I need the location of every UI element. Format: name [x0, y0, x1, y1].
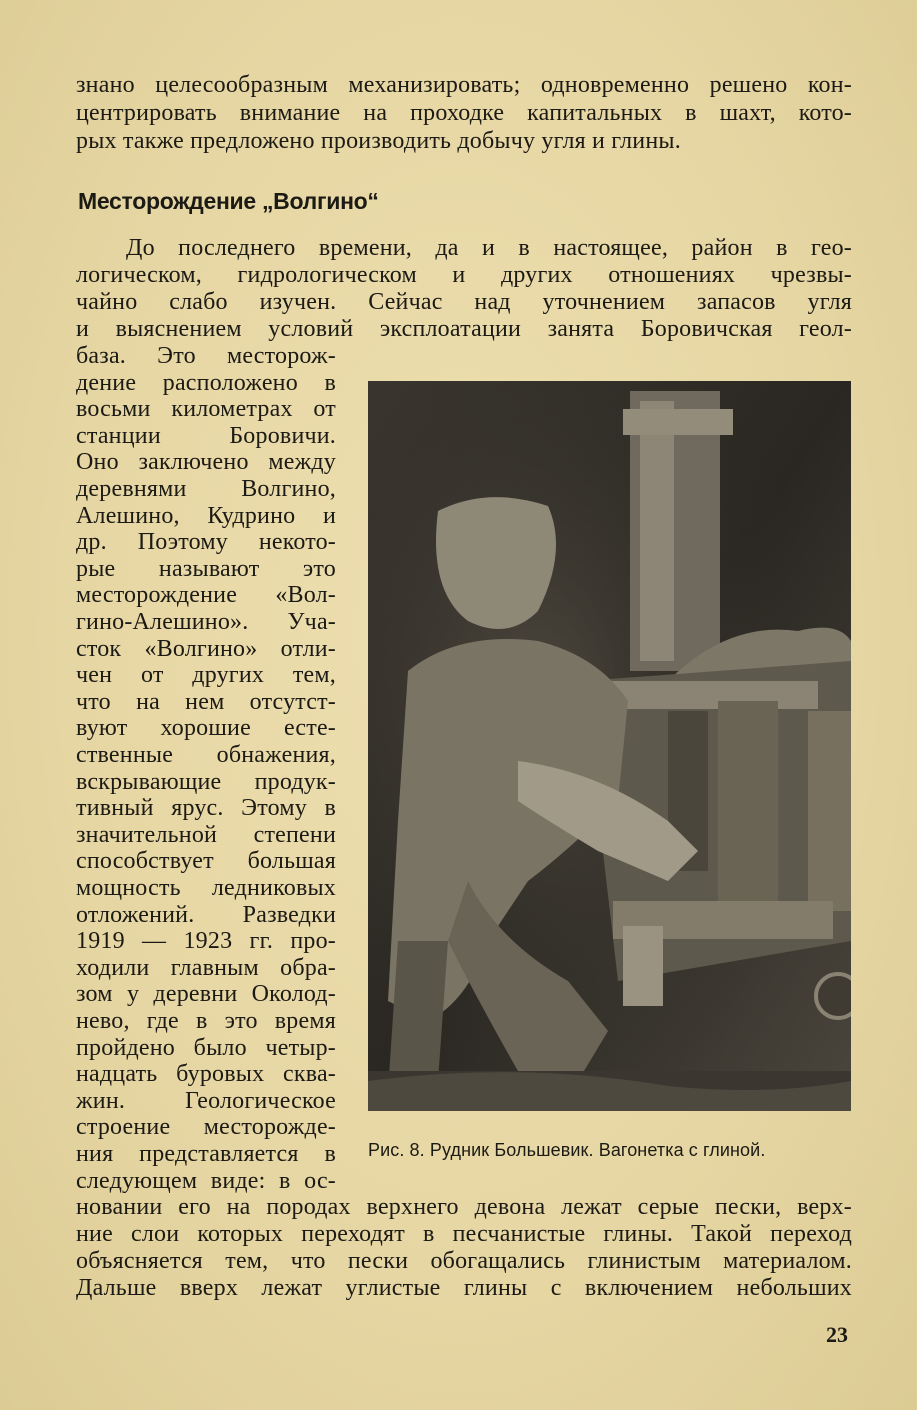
text-line: центрировать внимание на проходке капитальных в шахт, кото-: [76, 100, 852, 126]
text-line: др. Поэтому некото-: [76, 529, 336, 555]
text-line: следующем виде: в ос-: [76, 1168, 336, 1194]
text-line: гино-Алешино». Уча-: [76, 609, 336, 635]
text-line: база. Это месторож-: [76, 343, 336, 369]
text-line: способствует большая: [76, 848, 336, 874]
text-line: зом у деревни Околод-: [76, 981, 336, 1007]
text-line: вскрывающие продук-: [76, 769, 336, 795]
text-line: строение месторожде-: [76, 1114, 336, 1140]
text-line: ния представляется в: [76, 1141, 336, 1167]
text-line: вуют хорошие есте-: [76, 715, 336, 741]
text-line: ходили главным обра-: [76, 955, 336, 981]
text-line: чайно слабо изучен. Сейчас над уточнением запасов угля: [76, 289, 852, 315]
text-line: восьми километрах от: [76, 396, 336, 422]
text-line: ние слои которых переходят в песчанистые глины. Такой переход: [76, 1221, 852, 1247]
text-line: нево, где в это время: [76, 1008, 336, 1034]
text-line: знано целесообразным механизировать; одновременно решено кон-: [76, 72, 852, 98]
text-line: станции Боровичи.: [76, 423, 336, 449]
photo-mine-cart: [368, 381, 851, 1111]
figure-caption: Рис. 8. Рудник Большевик. Вагонетка с глиной.: [368, 1140, 766, 1160]
text-line: сток «Волгино» отли-: [76, 636, 336, 662]
text-line: отложений. Разведки: [76, 902, 336, 928]
section-heading: Месторождение „Волгино“: [78, 188, 379, 214]
text-line: рых также предложено производить добычу угля и глины.: [76, 128, 681, 154]
text-line: До последнего времени, да и в настоящее, район в гео-: [126, 235, 852, 261]
page-number: 23: [826, 1322, 848, 1347]
text-line: чен от других тем,: [76, 662, 336, 688]
text-line: месторождение «Вол-: [76, 582, 336, 608]
text-line: мощность ледниковых: [76, 875, 336, 901]
text-line: и выяснением условий эксплоатации занята Боровичская геол-: [76, 316, 852, 342]
photo-illustration: [368, 381, 851, 1111]
text-line: значительной степени: [76, 822, 336, 848]
text-line: дение расположено в: [76, 370, 336, 396]
text-line: логическом, гидрологическом и других отношениях чрезвы-: [76, 262, 852, 288]
text-line: ственные обнажения,: [76, 742, 336, 768]
text-line: объясняется тем, что пески обогащались глинистым материалом.: [76, 1248, 852, 1274]
text-line: Оно заключено между: [76, 449, 336, 475]
text-line: деревнями Волгино,: [76, 476, 336, 502]
text-line: что на нем отсутст-: [76, 689, 336, 715]
text-line: рые называют это: [76, 556, 336, 582]
text-line: новании его на породах верхнего девона лежат серые пески, верх-: [76, 1194, 852, 1220]
text-line: тивный ярус. Этому в: [76, 795, 336, 821]
text-line: пройдено было четыр-: [76, 1035, 336, 1061]
text-line: Алешино, Кудрино и: [76, 503, 336, 529]
text-line: надцать буровых сква-: [76, 1061, 336, 1087]
text-line: 1919 — 1923 гг. про-: [76, 928, 336, 954]
text-line: жин. Геологическое: [76, 1088, 336, 1114]
text-line: Дальше вверх лежат углистые глины с включением небольших: [76, 1275, 852, 1301]
